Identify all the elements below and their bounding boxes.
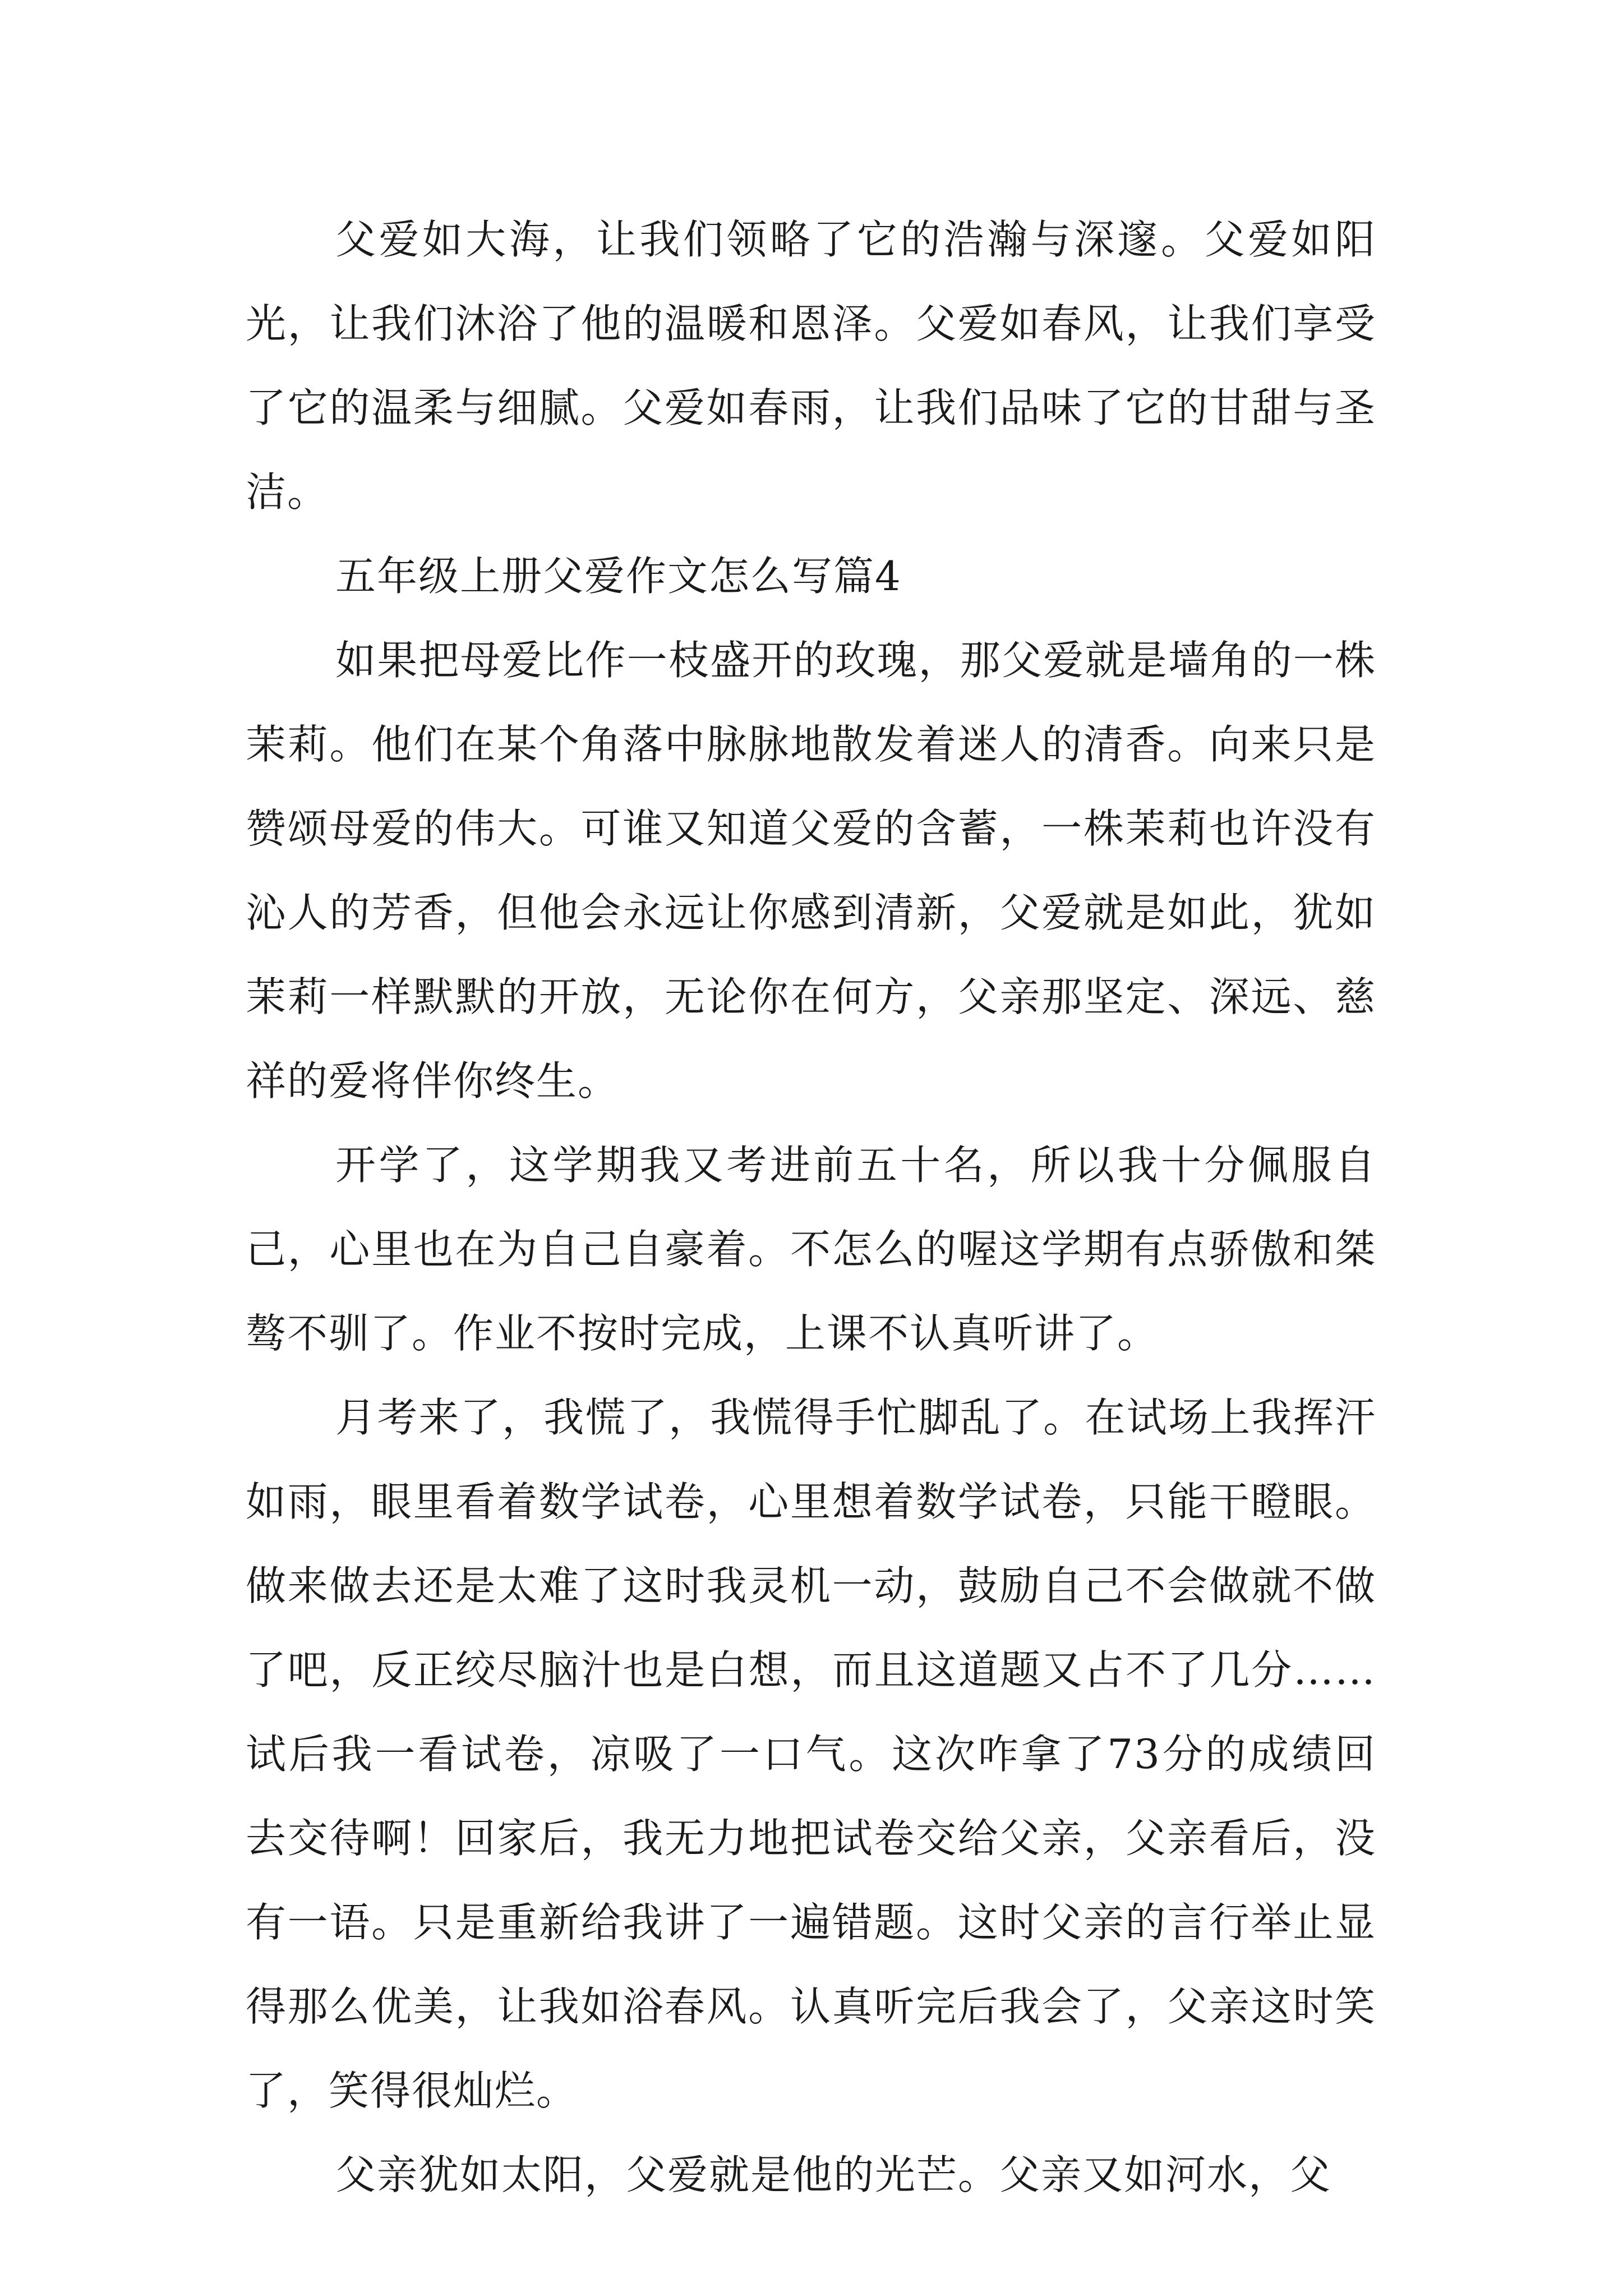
section-heading: 五年级上册父爱作文怎么写篇4	[335, 553, 902, 600]
paragraph: 父爱如大海，让我们领略了它的浩瀚与深邃。父爱如阳光，让我们沐浴了他的温暖和恩泽。父爱如春风，让我们享受了它的温柔与细腻。父爱如春雨，让我们品味了它的甘甜与圣洁。	[246, 216, 1376, 516]
paragraph: 父亲犹如太阳，父爱就是他的光芒。父亲又如河水，父	[335, 2151, 1332, 2198]
paragraph: 如果把母爱比作一枝盛开的玫瑰，那父爱就是墙角的一株茉莉。他们在某个角落中脉脉地散发着迷人的清香。向来只是赞颂母爱的伟大。可谁又知道父爱的含蓄，一株茉莉也许没有沁人的芳香，但他会永远让你感到清新，父爱就是如此，犹如茉莉一样默默的开放，无论你在何方，父亲那坚定、深远、慈祥的爱将伴你终生。	[246, 637, 1376, 1105]
paragraph: 月考来了，我慌了，我慌得手忙脚乱了。在试场上我挥汗如雨，眼里看着数学试卷，心里想着数学试卷，只能干瞪眼。做来做去还是太难了这时我灵机一动，鼓励自己不会做就不做了吧，反正绞尽脑汁也是白想，而且这道题又占不了几分……试后我一看试卷，凉吸了一口气。这次咋拿了73分的成绩回去交待啊！回家后，我无力地把试卷交给父亲，父亲看后，没有一语。只是重新给我讲了一遍错题。这时父亲的言行举止显得那么优美，让我如浴春风。认真听完后我会了，父亲这时笑了，笑得很灿烂。	[246, 1394, 1376, 2114]
document-body	[246, 197, 1376, 2217]
paragraph: 开学了，这学期我又考进前五十名，所以我十分佩服自己，心里也在为自己自豪着。不怎么的喔这学期有点骄傲和桀骜不驯了。作业不按时完成，上课不认真听讲了。	[246, 1142, 1376, 1357]
